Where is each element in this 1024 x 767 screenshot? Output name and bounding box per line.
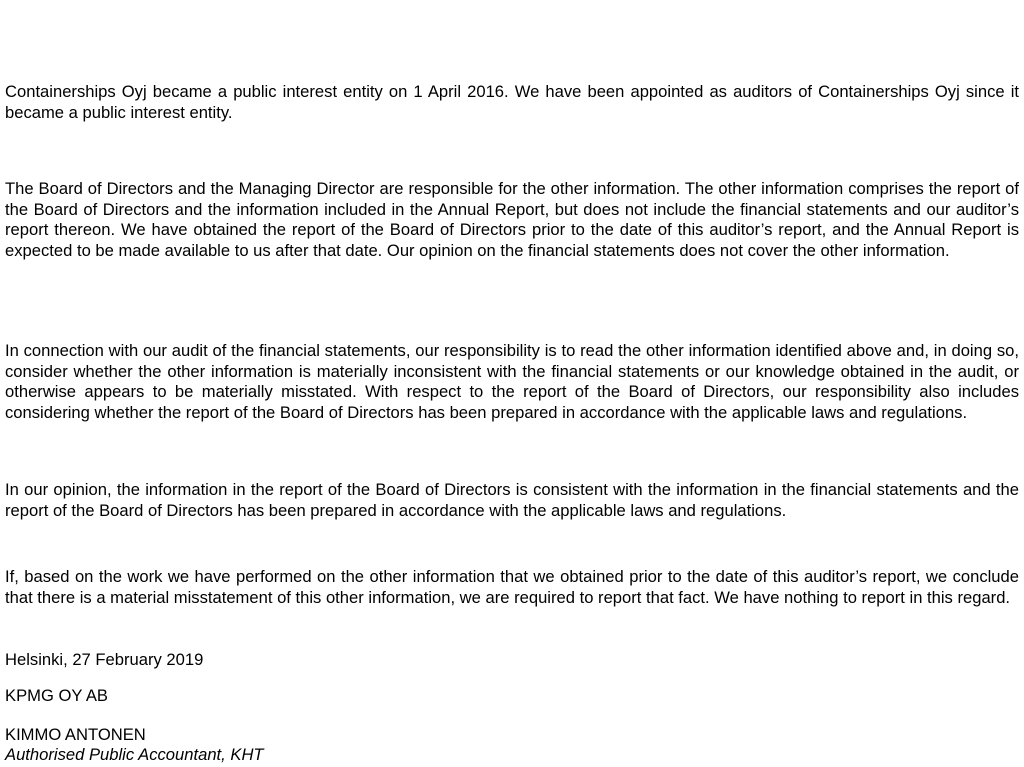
auditor-title: Authorised Public Accountant, KHT xyxy=(5,745,264,764)
auditor-name: KIMMO ANTONEN xyxy=(5,725,146,744)
auditor-report-page xyxy=(5,0,1019,767)
audit-firm-name: KPMG OY AB xyxy=(5,686,108,705)
place-date: Helsinki, 27 February 2019 xyxy=(5,650,204,669)
opinion-paragraph: In our opinion, the information in the report of the Board of Directors is consistent with the information in the financial statements and the report of the Board of Directors has been prepared in accordance with the applicable laws and regulations. xyxy=(5,480,1019,520)
other-information-paragraph: The Board of Directors and the Managing Director are responsible for the other information. The other information comprises the report of the Board of Directors and the information included in the Annual Report, but does not include the financial statements and our auditor’s report thereon. We have obtained the report of the Board of Directors prior to the date of this auditor’s report, and the Annual Report is expected to be made available to us after that date. Our opinion on the financial statements does not cover the other information. xyxy=(5,179,1019,260)
public-interest-paragraph: Containerships Oyj became a public interest entity on 1 April 2016. We have been appointed as auditors of Containerships Oyj since it became a public interest entity. xyxy=(5,82,1019,122)
responsibility-paragraph: In connection with our audit of the financial statements, our responsibility is to read the other information identified above and, in doing so, consider whether the other information is materially inconsistent with the financial statements or our knowledge obtained in the audit, or otherwise appears to be materially misstated. With respect to the report of the Board of Directors, our responsibility also includes considering whether the report of the Board of Directors has been prepared in accordance with the applicable laws and regulations. xyxy=(5,341,1019,422)
misstatement-paragraph: If, based on the work we have performed on the other information that we obtained prior to the date of this auditor’s report, we conclude that there is a material misstatement of this other information, we are required to report that fact. We have nothing to report in this regard. xyxy=(5,567,1019,607)
